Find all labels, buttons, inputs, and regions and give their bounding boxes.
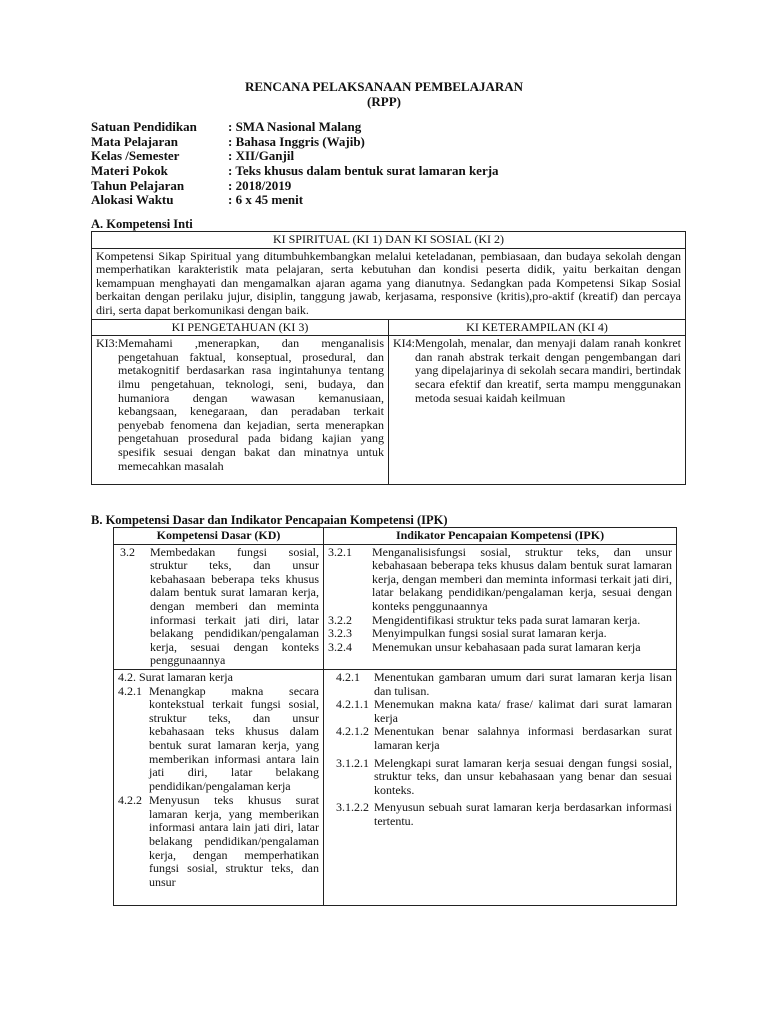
ki4-cell	[389, 336, 686, 485]
identity-row: Mata Pelajaran : Bahasa Inggris (Wajib)	[91, 133, 365, 149]
ki4-label: KI4:	[393, 336, 415, 351]
ipk-42-cell	[324, 669, 677, 905]
ipk-item: 3.1.2.1 Melengkapi surat lamaran kerja sesuai dengan fungsi sosial, struktur teks, dan unsur kebahasaan yang benar dan sesuai konteks.	[336, 755, 672, 797]
section-a-heading: A. Kompetensi Inti	[91, 217, 193, 231]
kd-32-text: Membedakan fungsi sosial, struktur teks, dan unsur kebahasaan beberapa teks khusus dalam bentuk surat lamaran kerja, dengan memberi dan meminta informasi terkait jati diri, latar belakang pendidikan/pengalaman kerja, sesuai dengan konteks penggunaannya	[150, 544, 319, 668]
kompetensi-inti-table	[91, 231, 686, 485]
ipk-item: 3.2.3 Menyimpulkan fungsi sosial surat lamaran kerja.	[328, 626, 607, 641]
section-b-heading: B. Kompetensi Dasar dan Indikator Pencapaian Kompetensi (IPK)	[91, 513, 448, 527]
identity-row: Materi Pokok : Teks khusus dalam bentuk surat lamaran kerja	[91, 163, 499, 179]
ki3-text: Memahami ,menerapkan, dan menganalisis pengetahuan faktual, konseptual, prosedural, dan metakognitif berdasarkan rasa ingintahunya tentang ilmu pengetahuan, teknologi, seni, budaya, dan humaniora dengan wawasan kemanusiaan, kebangsaan, kenegaraan, dan peradaban terkait penyebab fenomena dan kejadian, serta menerapkan pengetahuan prosedural pada bidang kajian yang spesifik sesuai dengan bakat dan minatnya untuk memecahkan masalah	[118, 336, 384, 473]
ipk-item: 3.1.2.2 Menyusun sebuah surat lamaran kerja berdasarkan informasi tertentu.	[336, 800, 672, 828]
identity-row: Alokasi Waktu : 6 x 45 menit	[91, 192, 304, 208]
ipk-item: 4.2.1 Menentukan gambaran umum dari surat lamaran kerja lisan dan tulisan.	[336, 669, 672, 698]
ipk-item: 3.2.1 Menganalisisfungsi sosial, struktur teks, dan unsur kebahasaan beberapa teks khusus dalam bentuk surat lamaran kerja, dengan memberi dan meminta informasi terkait jati diri, latar belakang pendidikan/pengalaman kerja, sesuai dengan konteks penggunaannya	[328, 544, 672, 613]
ki4-header: KI KETERAMPILAN (KI 4)	[389, 319, 686, 336]
identity-row: Satuan Pendidikan : SMA Nasional Malang	[91, 119, 362, 134]
kd-32-cell	[114, 544, 324, 669]
kd-ipk-table	[113, 527, 677, 906]
doc-title: RENCANA PELAKSANAAN PEMBELAJARAN	[244, 79, 524, 94]
ki3-header: KI PENGETAHUAN (KI 3)	[92, 319, 389, 336]
kd-422-text: Menyusun teks khusus surat lamaran kerja, yang memberikan informasi antara lain jati diri, latar belakang pendidikan/pengalaman kerja, dengan memperhatikan fungsi sosial, struktur teks, dan unsur	[149, 793, 319, 889]
identity-row: Tahun Pelajaran : 2018/2019	[91, 177, 292, 193]
identity-block	[91, 120, 499, 208]
ipk-item: 3.2.4 Menemukan unsur kebahasaan pada surat lamaran kerja	[328, 639, 641, 654]
kd-42-cell	[114, 669, 324, 905]
ipk-header: Indikator Pencapaian Kompetensi (IPK)	[324, 528, 677, 545]
ki4-text: Mengolah, menalar, dan menyaji dalam ranah konkret dan ranah abstrak terkait dengan pengembangan dari yang dipelajarinya di sekolah secara mandiri, bertindak secara efektif dan kreatif, serta mampu menggunakan metoda sesuai kaidah keilmuan	[415, 336, 681, 405]
ipk-item: 3.2.2 Mengidentifikasi struktur teks pada surat lamaran kerja.	[328, 612, 641, 627]
identity-row: Kelas /Semester : XII/Ganjil	[91, 148, 295, 164]
kd-422-num: 4.2.2	[118, 793, 142, 808]
kd-32-num: 3.2	[120, 544, 135, 559]
doc-subtitle: (RPP)	[367, 94, 401, 109]
ki12-text: Kompetensi Sikap Spiritual yang ditumbuhkembangkan melalui keteladanan, pembiasaan, dan budaya sekolah dengan memperhatikan karakteristik mata pelajaran, serta kebutuhan dan kondisi peserta didik, yaitu berkaitan dengan kemampuan menghayati dan mengamalkan ajaran agama yang dianutnya. Sedangkan pada Kompetensi Sikap Sosial berkaitan dengan perilaku jujur, disiplin, tanggung jawab, kerjasama, responsive (kritis),pro-aktif (kreatif) dan percaya diri, serta dapat berkomunikasi dengan baik.	[92, 248, 686, 319]
ipk-item: 4.2.1.2 Menentukan benar salahnya informasi berdasarkan surat lamaran kerja	[336, 724, 672, 752]
kd-421-num: 4.2.1	[118, 683, 142, 698]
ki3-label: KI3:	[96, 336, 118, 351]
ki3-cell	[92, 336, 389, 485]
kd-421-text: Menangkap makna secara kontekstual terkait fungsi sosial, struktur teks, dan unsur kebahasaan teks khusus dalam bentuk surat lamaran kerja, yang memberikan informasi antara lain jati diri, latar belakang pendidikan/pengalaman kerja	[149, 683, 319, 793]
kd-header: Kompetensi Dasar (KD)	[114, 528, 324, 545]
ki12-header: KI SPIRITUAL (KI 1) DAN KI SOSIAL (KI 2)	[92, 232, 686, 249]
ipk-32-cell	[324, 544, 677, 669]
kd-42-title: 4.2. Surat lamaran kerja	[118, 669, 233, 684]
ipk-item: 4.2.1.1 Menemukan makna kata/ frase/ kalimat dari surat lamaran kerja	[336, 697, 672, 725]
